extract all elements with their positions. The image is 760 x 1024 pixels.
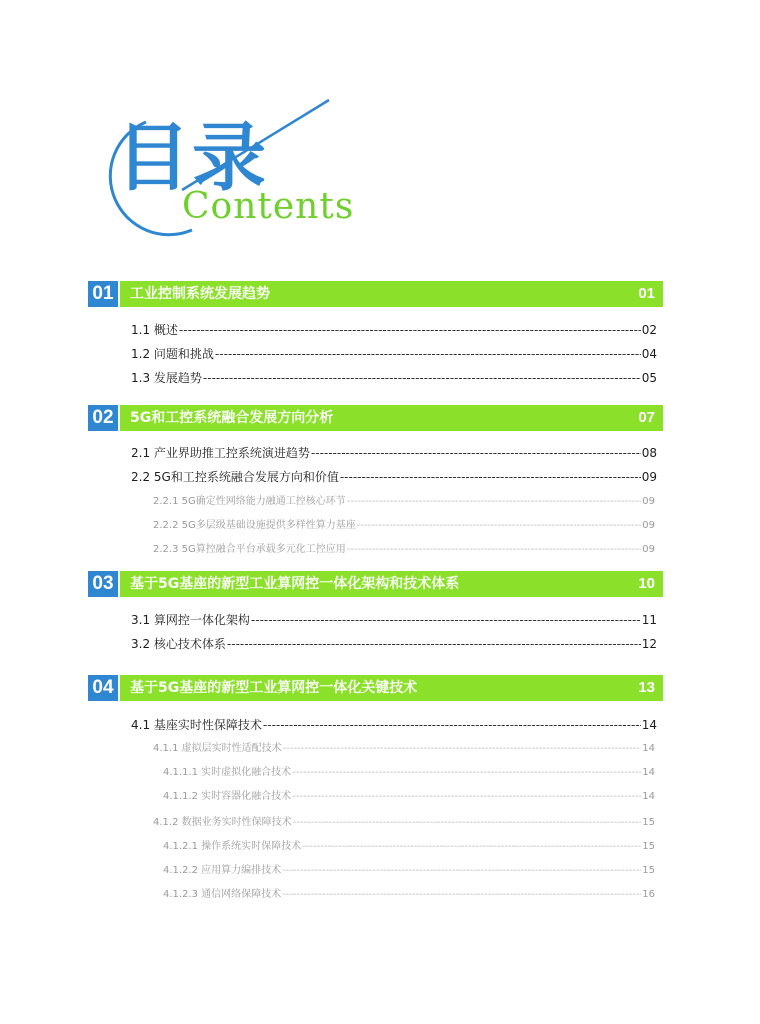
toc-entry-2-2-2[interactable] [153, 516, 655, 531]
toc-label: 4.1.1 虚拟层实时性适配技术 [153, 743, 282, 754]
toc-page: 09 [642, 496, 655, 507]
toc-page: 09 [642, 520, 655, 531]
toc-label: 4.1 基座实时性保障技术 [131, 718, 262, 732]
toc-page: 15 [642, 841, 655, 852]
section-page: 01 [638, 285, 655, 302]
toc-label: 2.1 产业界助推工控系统演进趋势 [131, 446, 310, 460]
section-page: 07 [638, 409, 655, 426]
toc-label: 1.3 发展趋势 [131, 371, 202, 385]
section-page: 10 [638, 575, 655, 592]
toc-label: 2.2.3 5G算控融合平台承载多元化工控应用 [153, 544, 346, 555]
toc-entry-2-2-3[interactable] [153, 540, 655, 555]
toc-entry-4-1-2-3[interactable] [163, 885, 655, 900]
section-title: 基于5G基座的新型工业算网控一体化架构和技术体系 [130, 576, 460, 592]
toc-page: 02 [641, 323, 657, 337]
toc-page: 14 [642, 743, 655, 754]
toc-page: 14 [642, 791, 655, 802]
toc-entry-4-1[interactable] [131, 716, 657, 733]
toc-page: 04 [641, 347, 657, 361]
toc-page: 14 [641, 718, 657, 732]
toc-entry-1-3[interactable] [131, 369, 657, 386]
toc-entry-4-1-1-1[interactable] [163, 763, 655, 778]
toc-page: 09 [642, 544, 655, 555]
section-bar [120, 281, 663, 307]
leader-dots [227, 637, 641, 651]
toc-label: 2.2.1 5G确定性网络能力融通工控核心环节 [153, 496, 346, 507]
leader-dots [292, 767, 641, 778]
toc-label: 1.2 问题和挑战 [131, 347, 214, 361]
toc-page: 08 [641, 446, 657, 460]
section-title: 5G和工控系统融合发展方向分析 [130, 410, 334, 426]
toc-page: 15 [642, 865, 655, 876]
toc-entry-2-2-1[interactable] [153, 492, 655, 507]
leader-dots [263, 718, 641, 732]
toc-entry-3-2[interactable] [131, 635, 657, 652]
toc-page: 12 [641, 637, 657, 651]
toc-entry-1-1[interactable] [131, 321, 657, 338]
section-number: 03 [88, 571, 118, 597]
leader-dots [179, 323, 641, 337]
toc-label: 3.2 核心技术体系 [131, 637, 226, 651]
leader-dots [282, 889, 641, 900]
section-number: 04 [88, 675, 118, 701]
toc-entry-4-1-1-2[interactable] [163, 787, 655, 802]
toc-entry-3-1[interactable] [131, 611, 657, 628]
toc-entry-2-1[interactable] [131, 444, 657, 461]
leader-dots [292, 791, 641, 802]
toc-label: 4.1.1.1 实时虚拟化融合技术 [163, 767, 292, 778]
toc-entry-4-1-2[interactable] [153, 813, 655, 828]
section-title: 基于5G基座的新型工业算网控一体化关键技术 [130, 680, 418, 696]
leader-dots [347, 496, 642, 507]
leader-dots [251, 613, 641, 627]
toc-label: 2.2 5G和工控系统融合发展方向和价值 [131, 470, 339, 484]
section-header-02[interactable] [88, 405, 663, 431]
toc-entry-4-1-2-2[interactable] [163, 861, 655, 876]
toc-page: 11 [641, 613, 657, 627]
leader-dots [357, 520, 642, 531]
toc-entry-1-2[interactable] [131, 345, 657, 362]
page-title-en: Contents [182, 186, 355, 227]
section-header-04[interactable] [88, 675, 663, 701]
leader-dots [347, 544, 642, 555]
toc-label: 3.1 算网控一体化架构 [131, 613, 250, 627]
toc-label: 2.2.2 5G多层级基础设施提供多样性算力基座 [153, 520, 356, 531]
leader-dots [283, 743, 642, 754]
section-bar [120, 675, 663, 701]
toc-label: 4.1.2 数据业务实时性保障技术 [153, 817, 292, 828]
section-page: 13 [638, 679, 655, 696]
section-header-03[interactable] [88, 571, 663, 597]
leader-dots [311, 446, 641, 460]
toc-page: 09 [641, 470, 657, 484]
page-title-cn: 目录 [116, 115, 268, 201]
leader-dots [203, 371, 641, 385]
leader-dots [340, 470, 641, 484]
toc-page: 14 [642, 767, 655, 778]
toc-label: 4.1.2.2 应用算力编排技术 [163, 865, 282, 876]
toc-entry-2-2[interactable] [131, 468, 657, 485]
section-header-01[interactable] [88, 281, 663, 307]
section-bar [120, 405, 663, 431]
leader-dots [215, 347, 641, 361]
toc-page: 16 [642, 889, 655, 900]
leader-dots [293, 817, 642, 828]
toc-page: 05 [641, 371, 657, 385]
toc-label: 4.1.2.3 通信网络保障技术 [163, 889, 282, 900]
toc-entry-4-1-1[interactable] [153, 739, 655, 754]
section-bar [120, 571, 663, 597]
section-number: 02 [88, 405, 118, 431]
toc-label: 4.1.2.1 操作系统实时保障技术 [163, 841, 302, 852]
toc-entry-4-1-2-1[interactable] [163, 837, 655, 852]
section-title: 工业控制系统发展趋势 [130, 286, 270, 302]
toc-label: 1.1 概述 [131, 323, 178, 337]
section-number: 01 [88, 281, 118, 307]
leader-dots [282, 865, 641, 876]
title-decoration [0, 0, 760, 260]
toc-page: 15 [642, 817, 655, 828]
leader-dots [302, 841, 641, 852]
toc-label: 4.1.1.2 实时容器化融合技术 [163, 791, 292, 802]
